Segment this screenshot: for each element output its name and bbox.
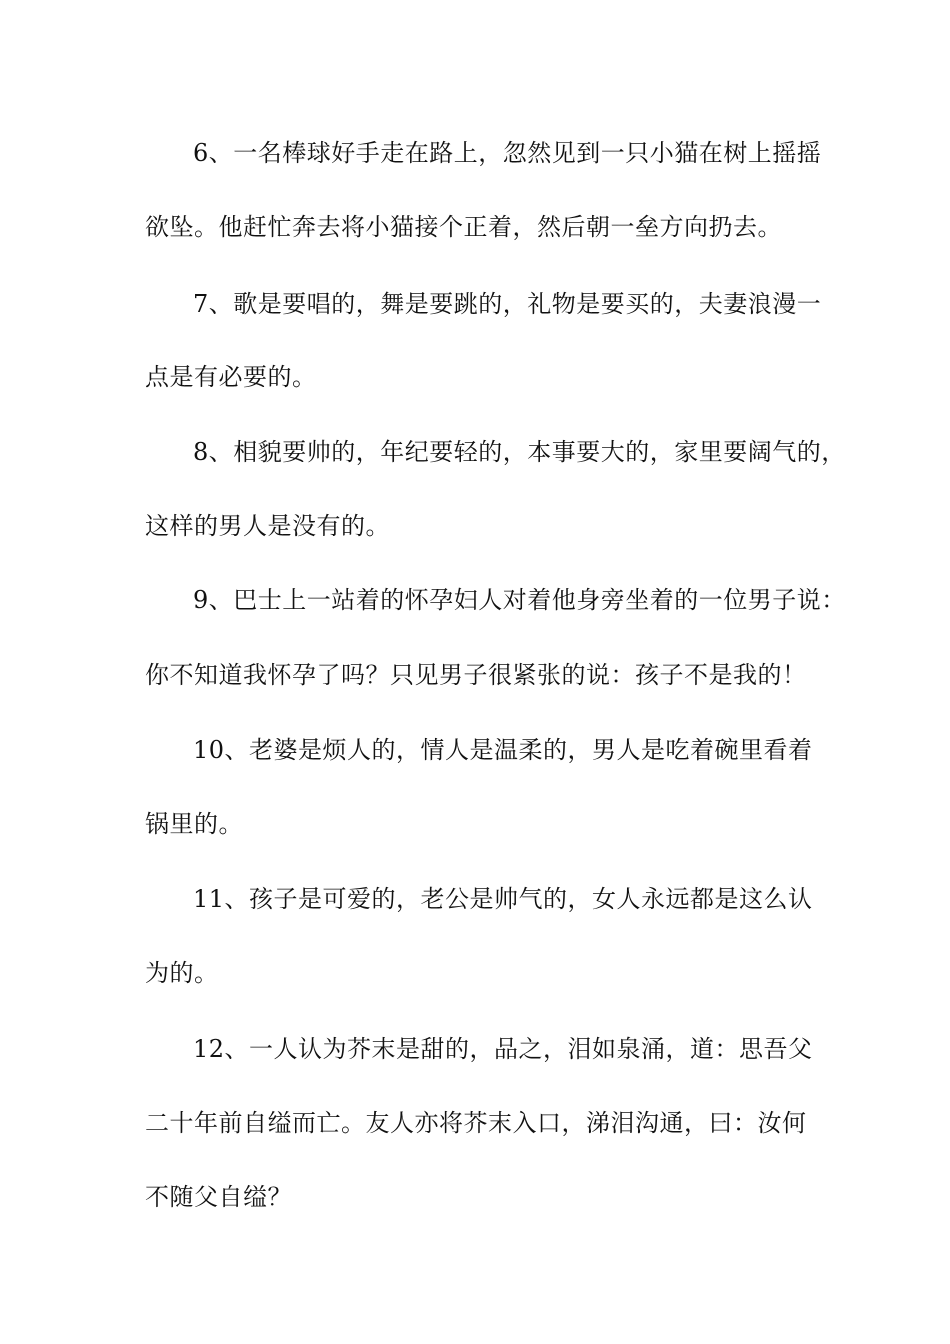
paragraph-10-line-2: 锅里的。 bbox=[145, 810, 243, 838]
paragraph-10-line-1: 10、老婆是烦人的，情人是温柔的，男人是吃着碗里看着 bbox=[193, 736, 813, 764]
paragraph-7-line-1: 7、歌是要唱的，舞是要跳的，礼物是要买的，夫妻浪漫一 bbox=[193, 290, 822, 318]
paragraph-11-line-1: 11、孩子是可爱的，老公是帅气的，女人永远都是这么认 bbox=[193, 885, 813, 913]
paragraph-9-line-1: 9、巴士上一站着的怀孕妇人对着他身旁坐着的一位男子说： bbox=[193, 586, 846, 614]
paragraph-8-line-1: 8、相貌要帅的，年纪要轻的，本事要大的，家里要阔气的， bbox=[193, 438, 846, 466]
paragraph-8-line-2: 这样的男人是没有的。 bbox=[145, 512, 390, 540]
paragraph-12-line-1: 12、一人认为芥末是甜的，品之，泪如泉涌，道：思吾父 bbox=[193, 1035, 813, 1063]
paragraph-6-line-2: 欲坠。他赶忙奔去将小猫接个正着，然后朝一垒方向扔去。 bbox=[145, 213, 782, 241]
paragraph-6-line-1: 6、一名棒球好手走在路上，忽然见到一只小猫在树上摇摇 bbox=[193, 139, 822, 167]
paragraph-9-line-2: 你不知道我怀孕了吗？只见男子很紧张的说：孩子不是我的！ bbox=[145, 661, 807, 689]
paragraph-11-line-2: 为的。 bbox=[145, 959, 219, 987]
paragraph-12-line-3: 不随父自缢？ bbox=[145, 1183, 292, 1211]
paragraph-7-line-2: 点是有必要的。 bbox=[145, 363, 317, 391]
paragraph-12-line-2: 二十年前自缢而亡。友人亦将芥末入口，涕泪沟通，曰：汝何 bbox=[145, 1109, 807, 1137]
